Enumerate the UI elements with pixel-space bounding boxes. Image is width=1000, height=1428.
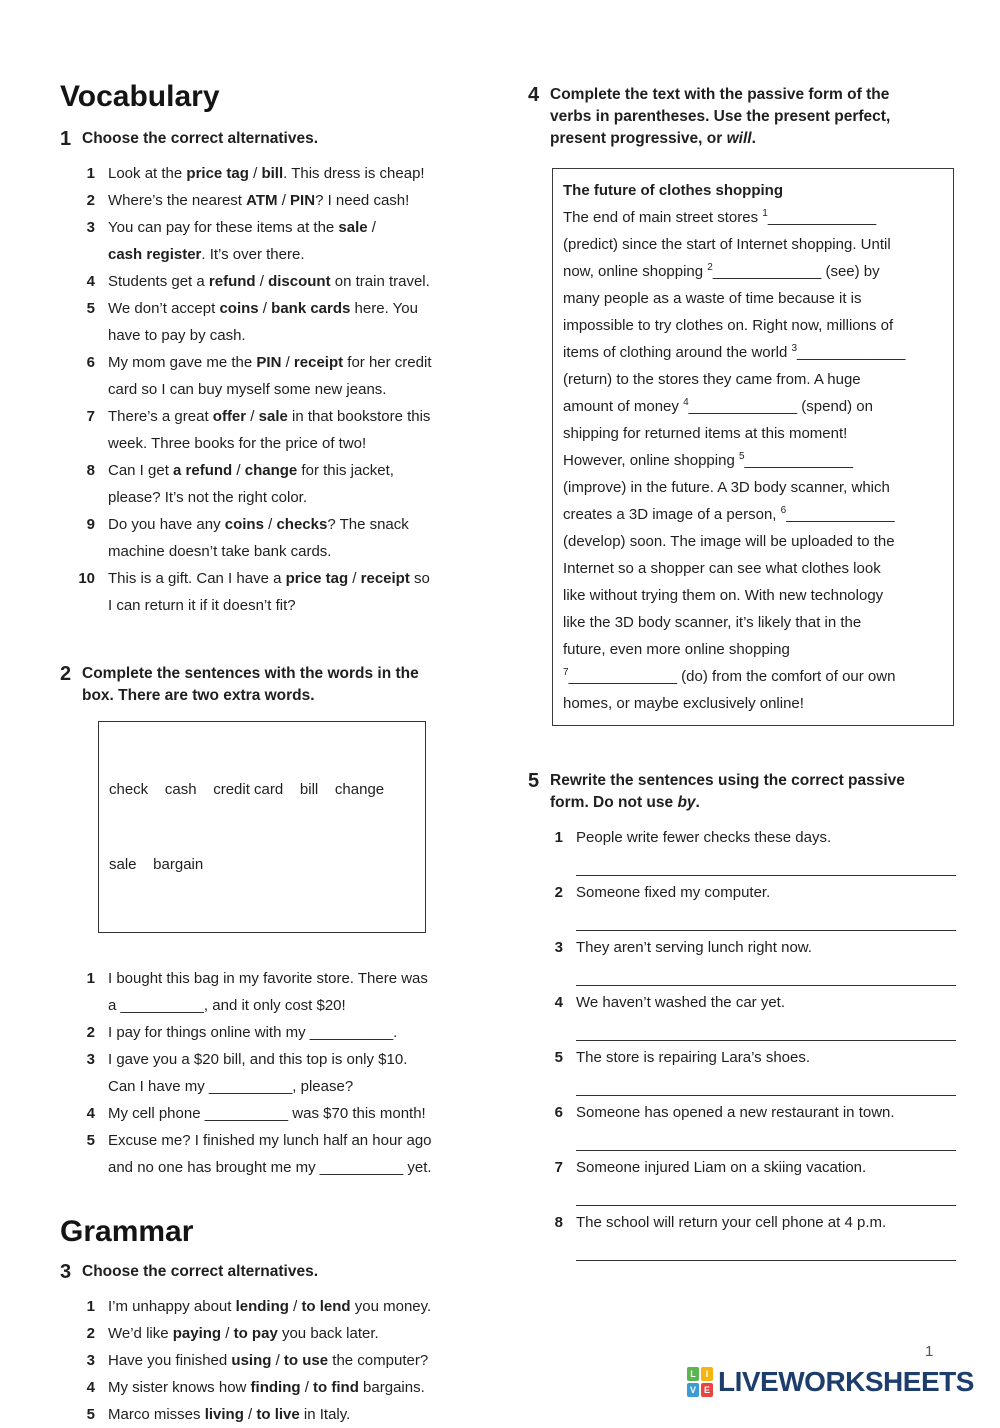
item-text: Where’s the nearest ATM / PIN? I need cash! xyxy=(108,192,410,209)
list-item xyxy=(528,1044,956,1096)
item-text: Look at the price tag / bill. This dress is cheap! xyxy=(108,165,425,182)
item-text: My sister knows how finding / to find bargains. xyxy=(108,1379,425,1396)
answer-line[interactable] xyxy=(576,1077,956,1096)
list-item xyxy=(528,1209,956,1261)
item-text: We’d like paying / to pay you back later. xyxy=(108,1325,379,1342)
exercise-3-items xyxy=(60,1293,507,1428)
item-text: Someone injured Liam on a skiing vacation. xyxy=(576,1159,867,1176)
reading-text-title: The future of clothes shopping xyxy=(563,182,783,199)
list-item xyxy=(60,511,507,565)
item-text: They aren’t serving lunch right now. xyxy=(576,939,812,956)
exercise-number: 4 xyxy=(528,84,540,106)
item-text: The school will return your cell phone at 4 p.m. xyxy=(576,1214,887,1231)
list-item xyxy=(60,565,507,619)
item-text: I pay for things online with my __________. xyxy=(108,1024,398,1041)
item-text: We haven’t washed the car yet. xyxy=(576,994,786,1011)
exercise-3 xyxy=(60,1261,507,1428)
exercise-1-header xyxy=(60,128,507,150)
list-item xyxy=(60,187,507,214)
reading-text-box xyxy=(552,168,954,726)
exercise-2-header xyxy=(60,663,507,707)
item-text: My mom gave me the PIN / receipt for her credit card so I can buy myself some new jeans. xyxy=(108,354,432,398)
exercise-instruction: Choose the correct alternatives. xyxy=(82,1263,319,1280)
item-text: Do you have any coins / checks? The snack machine doesn’t take bank cards. xyxy=(108,516,409,560)
logo-square-l: L xyxy=(687,1367,699,1381)
item-number: 7 xyxy=(86,408,95,425)
item-number: 3 xyxy=(554,939,563,956)
answer-line[interactable] xyxy=(576,857,956,876)
exercise-2-items xyxy=(60,965,507,1181)
item-number: 3 xyxy=(86,1352,95,1369)
liveworksheets-logo-icon xyxy=(687,1367,713,1397)
item-number: 4 xyxy=(554,994,563,1011)
exercise-instruction: Rewrite the sentences using the correct passive form. Do not use by. xyxy=(550,772,905,811)
item-text: I bought this bag in my favorite store. There was a __________, and it only cost $20! xyxy=(108,970,428,1014)
item-text: This is a gift. Can I have a price tag / receipt so I can return it if it doesn’t fit? xyxy=(108,570,430,614)
item-number: 2 xyxy=(86,192,95,209)
item-number: 8 xyxy=(554,1214,563,1231)
list-item xyxy=(60,1401,507,1428)
reading-text-body: The end of main street stores $^1$_____________ (predict) since the start of Internet shopping. Until now, online shopping $^2$_____________ (see) by many people as a waste of time because it is impossible to try clothes on. Right now, millions of items of clothing around the world $^3$_____________ (return) to the stores they came from. A huge amount of money $^4$_____________ (spend) on shipping for returned items at this moment! However, online shopping $^5$_____________ (improve) in the future. A 3D body scanner, which creates a 3D image of a person, $^6$_____________ (develop) soon. The image will be uploaded to the Internet so a shopper can see what clothes look like without trying them on. With new technology like the 3D body scanner, it’s likely that in the future, even more online shopping $^7$_____________ (do) from the comfort of our own homes, or maybe exclusively online! xyxy=(563,208,906,712)
answer-line[interactable] xyxy=(576,1242,956,1261)
list-item xyxy=(60,295,507,349)
section-heading-grammar: Grammar xyxy=(60,1215,194,1248)
list-item xyxy=(60,403,507,457)
item-number: 5 xyxy=(86,300,95,317)
list-item xyxy=(60,1046,507,1100)
exercise-4 xyxy=(528,84,956,726)
item-text: I’m unhappy about lending / to lend you money. xyxy=(108,1298,432,1315)
list-item xyxy=(60,1100,507,1127)
item-number: 4 xyxy=(86,1105,95,1122)
item-text: Someone fixed my computer. xyxy=(576,884,771,901)
item-number: 2 xyxy=(86,1325,95,1342)
logo-square-v: V xyxy=(687,1383,699,1397)
exercise-5 xyxy=(528,770,956,1261)
item-number: 3 xyxy=(86,1051,95,1068)
word-box-line: sale bargain xyxy=(109,856,204,873)
list-item xyxy=(60,1347,507,1374)
logo-square-i: I xyxy=(701,1367,713,1381)
item-text: Excuse me? I finished my lunch half an hour ago and no one has brought me my __________ yet. xyxy=(108,1132,432,1176)
item-number: 4 xyxy=(86,273,95,290)
list-item xyxy=(60,268,507,295)
exercise-1-items xyxy=(60,160,507,619)
item-number: 1 xyxy=(86,165,95,182)
item-text: Marco misses living / to live in Italy. xyxy=(108,1406,351,1423)
exercise-1 xyxy=(60,128,507,619)
item-number: 5 xyxy=(86,1132,95,1149)
exercise-4-header xyxy=(528,84,956,150)
exercise-3-header xyxy=(60,1261,507,1283)
word-box-line: check cash credit card bill change xyxy=(109,781,385,798)
item-number: 5 xyxy=(554,1049,563,1066)
item-text: Someone has opened a new restaurant in town. xyxy=(576,1104,895,1121)
item-text: My cell phone __________ was $70 this month! xyxy=(108,1105,426,1122)
item-number: 5 xyxy=(86,1406,95,1423)
item-number: 6 xyxy=(554,1104,563,1121)
exercise-instruction: Complete the sentences with the words in the box. There are two extra words. xyxy=(82,665,419,704)
exercise-2 xyxy=(60,663,507,1181)
section-heading-vocabulary: Vocabulary xyxy=(60,80,220,113)
list-item xyxy=(60,160,507,187)
item-number: 10 xyxy=(78,570,95,587)
answer-line[interactable] xyxy=(576,1022,956,1041)
item-number: 9 xyxy=(86,516,95,533)
list-item xyxy=(60,1127,507,1181)
list-item xyxy=(60,1320,507,1347)
list-item xyxy=(60,965,507,1019)
item-number: 7 xyxy=(554,1159,563,1176)
item-number: 8 xyxy=(86,462,95,479)
exercise-number: 1 xyxy=(60,128,72,150)
list-item xyxy=(60,349,507,403)
item-number: 2 xyxy=(554,884,563,901)
exercise-instruction: Choose the correct alternatives. xyxy=(82,130,319,147)
item-text: People write fewer checks these days. xyxy=(576,829,832,846)
answer-line[interactable] xyxy=(576,1187,956,1206)
answer-line[interactable] xyxy=(576,967,956,986)
list-item xyxy=(60,1374,507,1401)
right-column xyxy=(528,84,956,1264)
list-item xyxy=(528,934,956,986)
exercise-5-header xyxy=(528,770,956,814)
exercise-number: 3 xyxy=(60,1261,72,1283)
item-text: You can pay for these items at the sale / cash register. It’s over there. xyxy=(108,219,376,263)
item-text: The store is repairing Lara’s shoes. xyxy=(576,1049,811,1066)
list-item xyxy=(528,989,956,1041)
item-text: Students get a refund / discount on train travel. xyxy=(108,273,430,290)
item-number: 1 xyxy=(554,829,563,846)
item-number: 3 xyxy=(86,219,95,236)
list-item xyxy=(60,457,507,511)
word-box xyxy=(98,721,426,933)
list-item xyxy=(528,879,956,931)
exercise-number: 5 xyxy=(528,770,540,792)
item-number: 1 xyxy=(86,1298,95,1315)
page-number: 1 xyxy=(925,1343,934,1360)
item-number: 6 xyxy=(86,354,95,371)
exercise-5-items xyxy=(528,824,956,1261)
list-item xyxy=(60,1019,507,1046)
left-column xyxy=(60,80,507,1428)
liveworksheets-logo[interactable] xyxy=(687,1367,974,1397)
item-number: 2 xyxy=(86,1024,95,1041)
list-item xyxy=(528,1099,956,1151)
answer-line[interactable] xyxy=(576,1132,956,1151)
item-number: 1 xyxy=(86,970,95,987)
list-item xyxy=(60,214,507,268)
logo-square-e: E xyxy=(701,1383,713,1397)
item-text: I gave you a $20 bill, and this top is only $10. Can I have my __________, please? xyxy=(108,1051,408,1095)
list-item xyxy=(528,824,956,876)
logo-text: LIVEWORKSHEETS xyxy=(718,1366,974,1397)
item-text: There’s a great offer / sale in that bookstore this week. Three books for the price of two! xyxy=(108,408,431,452)
item-text: Have you finished using / to use the computer? xyxy=(108,1352,429,1369)
item-text: Can I get a refund / change for this jacket, please? It’s not the right color. xyxy=(108,462,394,506)
list-item xyxy=(528,1154,956,1206)
item-number: 4 xyxy=(86,1379,95,1396)
list-item xyxy=(60,1293,507,1320)
exercise-number: 2 xyxy=(60,663,72,685)
exercise-instruction: Complete the text with the passive form of the verbs in parentheses. Use the present perfect, present progressive, or will. xyxy=(550,86,891,147)
item-text: We don’t accept coins / bank cards here. You have to pay by cash. xyxy=(108,300,418,344)
answer-line[interactable] xyxy=(576,912,956,931)
